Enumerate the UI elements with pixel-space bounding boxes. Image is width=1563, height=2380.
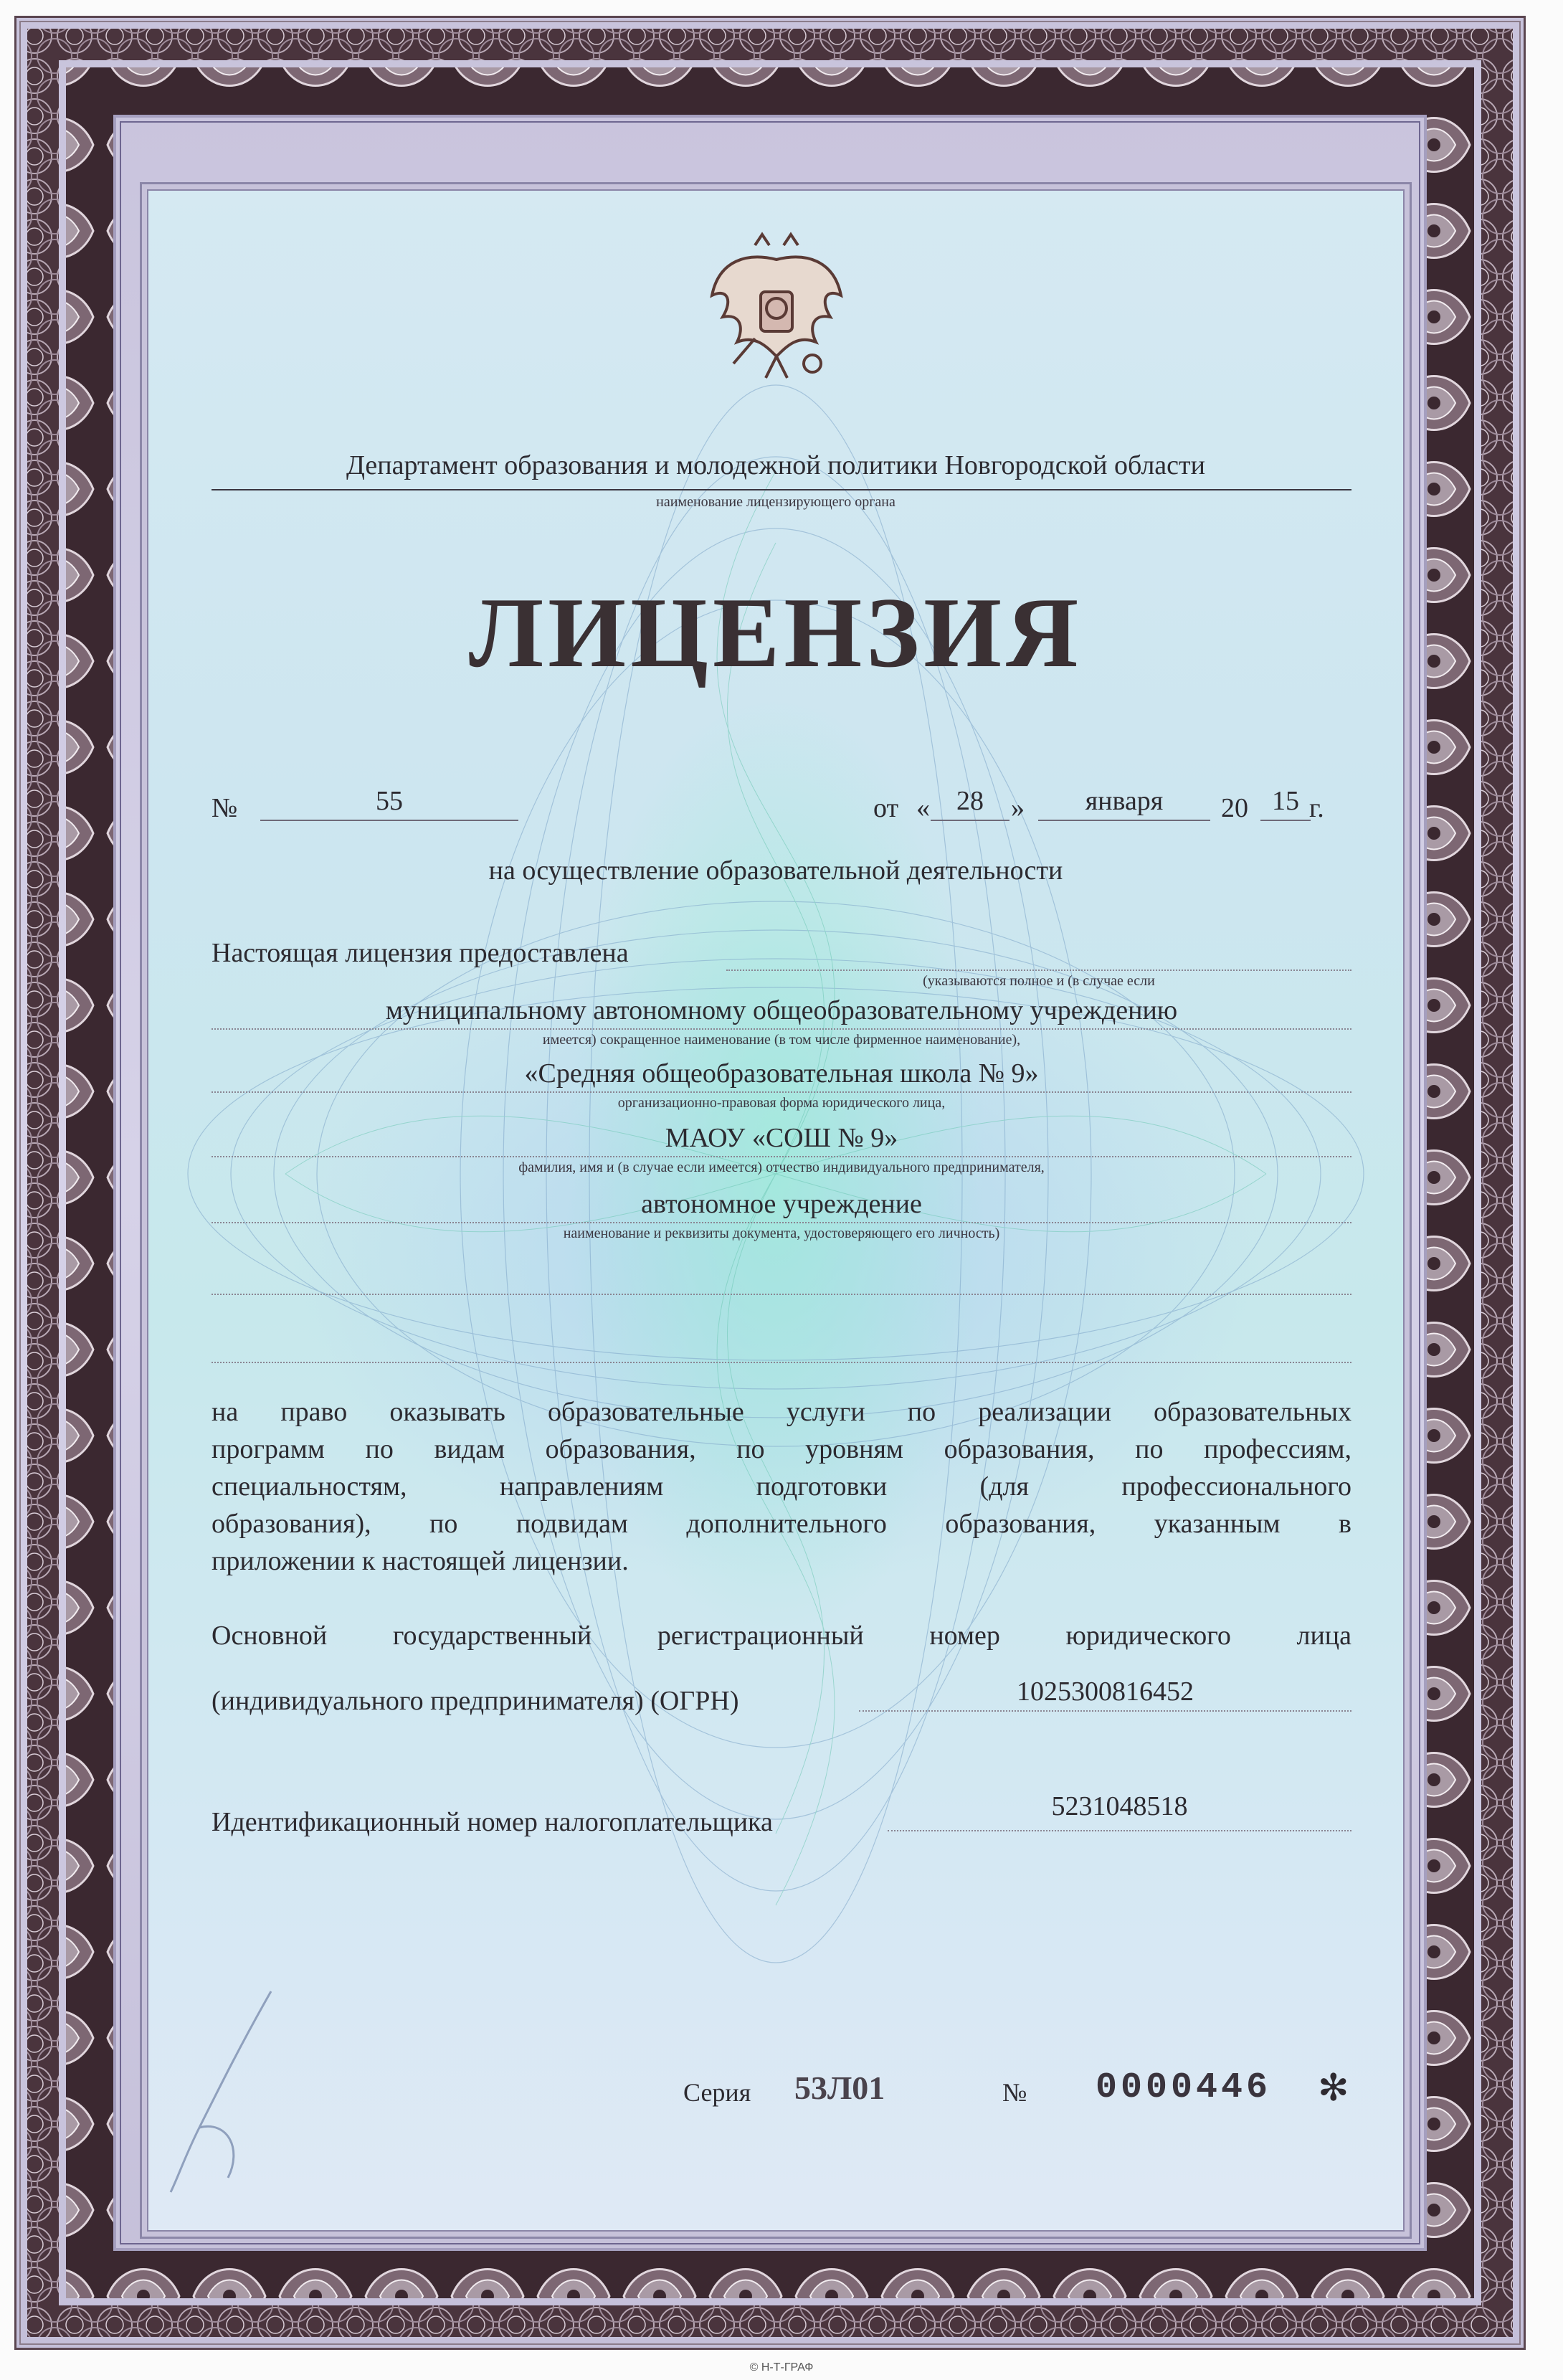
license-month: января	[1085, 786, 1164, 816]
ogrn-heading: Основной государственный регистрационный номер юридического лица	[212, 1621, 1351, 1651]
granted-line-2	[212, 1091, 1351, 1093]
inn-underline	[888, 1830, 1351, 1831]
document-field	[140, 182, 1412, 2239]
quote-close: »	[1011, 793, 1025, 823]
authority-caption: наименование лицензирующего органа	[656, 494, 895, 510]
granted-line-3	[212, 1156, 1351, 1157]
granted-label: Настоящая лицензия предоставлена	[212, 938, 629, 968]
granted-short-name: МАОУ «СОШ № 9»	[665, 1123, 898, 1153]
license-year-suffix: 15	[1272, 786, 1299, 816]
granted-line-1	[212, 1028, 1351, 1030]
series-number: 0000446	[1096, 2067, 1272, 2108]
series-value: 53Л01	[794, 2070, 885, 2106]
granted-line-6	[212, 1362, 1351, 1363]
granted-full-name: муниципальному автономному общеобразовательному учреждению	[385, 995, 1178, 1025]
printer-imprint: © Н-Т-ГРАФ	[749, 2361, 814, 2374]
licensing-authority-name: Департамент образования и молодежной политики Новгородской области	[346, 450, 1205, 480]
ogrn-label: (индивидуального предпринимателя) (ОГРН)	[212, 1686, 739, 1716]
granted-caption-5: наименование и реквизиты документа, удостоверяющего его личность)	[563, 1225, 1000, 1241]
granted-caption-4: фамилия, имя и (в случае если имеется) отчество индивидуального предпринимателя,	[518, 1160, 1045, 1175]
ogrn-value: 1025300816452	[1017, 1677, 1194, 1707]
year-prefix: 20	[1221, 793, 1248, 823]
granted-line-4	[212, 1222, 1351, 1223]
inn-label: Идентификационный номер налогоплательщика	[212, 1807, 773, 1837]
year-underline	[1260, 820, 1311, 821]
license-number-underline	[260, 820, 518, 821]
granted-line-0	[726, 969, 1351, 971]
pencil-mark-icon	[156, 1984, 314, 2199]
year-unit: г.	[1309, 793, 1324, 823]
month-underline	[1038, 820, 1210, 821]
rights-line-1: на право оказывать образовательные услуги по реализации образовательных	[212, 1397, 1351, 1427]
asterisk-mark: ✻	[1318, 2068, 1349, 2109]
inn-value: 5231048518	[1051, 1791, 1188, 1821]
document-title: ЛИЦЕНЗИЯ	[468, 577, 1083, 688]
granted-legal-form: автономное учреждение	[641, 1189, 922, 1219]
quote-open: «	[916, 793, 930, 823]
series-number-label: №	[1002, 2078, 1027, 2107]
rights-line-4: образования), по подвидам дополнительного образования, указанным в	[212, 1509, 1351, 1539]
license-number: 55	[376, 786, 403, 816]
date-prefix: от	[873, 793, 899, 823]
license-purpose: на осуществление образовательной деятельности	[488, 855, 1063, 886]
granted-line-5	[212, 1294, 1351, 1295]
rights-line-3: специальностям, направлениям подготовки (для профессионального	[212, 1471, 1351, 1502]
rights-line-5: приложении к настоящей лицензии.	[212, 1546, 629, 1576]
coat-of-arms-emblem	[705, 231, 848, 385]
authority-underline	[212, 489, 1351, 490]
granted-school-name: «Средняя общеобразовательная школа № 9»	[524, 1058, 1039, 1089]
license-number-label: №	[212, 793, 238, 823]
day-underline	[931, 820, 1009, 821]
granted-caption-3: организационно-правовая форма юридического лица,	[617, 1095, 946, 1111]
ornamental-frame	[14, 16, 1526, 2350]
series-label: Серия	[683, 2078, 751, 2107]
rights-line-2: программ по видам образования, по уровням образования, по профессиям,	[212, 1434, 1351, 1464]
granted-caption-2: имеется) сокращенное наименование (в том числе фирменное наименование),	[542, 1032, 1021, 1048]
ogrn-underline	[859, 1710, 1351, 1712]
license-day: 28	[956, 786, 984, 816]
granted-caption-1: (указываются полное и (в случае если	[923, 973, 1155, 989]
